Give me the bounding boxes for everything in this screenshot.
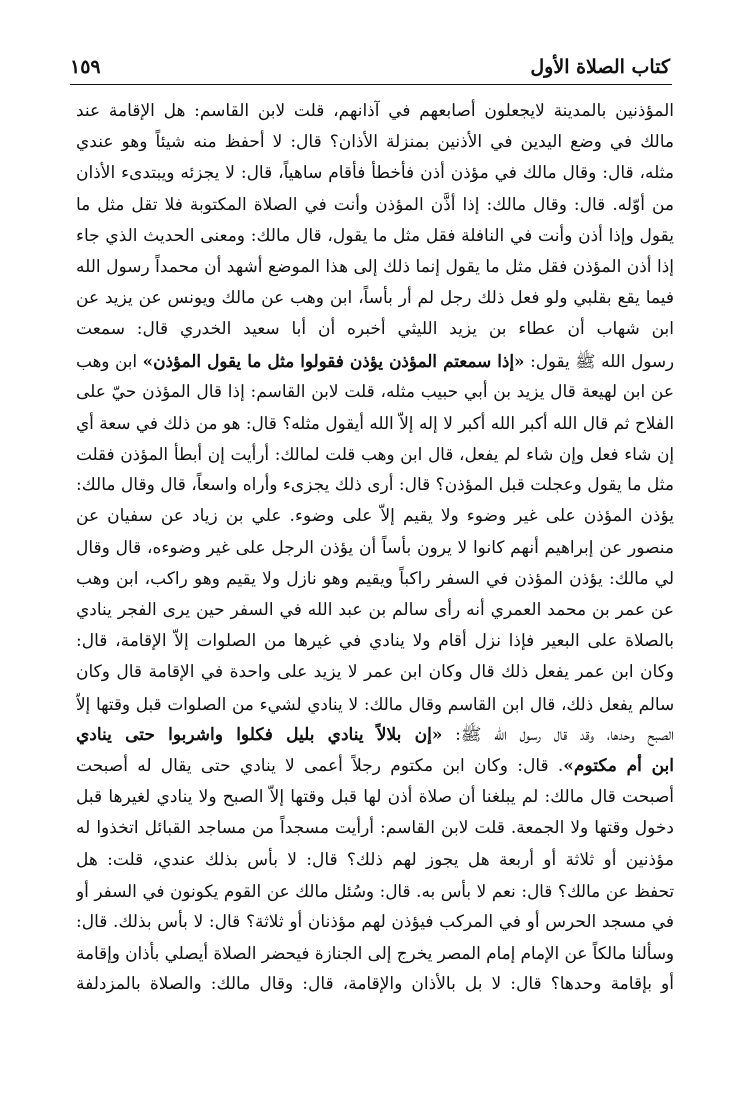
text-run: عن عمر بن محمد العمري أنه رأى سالم بن عبد الله في السفر حين يرى الفجر ينادي bbox=[76, 600, 674, 620]
text-run: الصبح وحدها، وقد قال رسول الله ﷺ: bbox=[442, 724, 674, 745]
text-line bbox=[76, 720, 674, 751]
text-line bbox=[76, 533, 674, 564]
text-line bbox=[76, 439, 674, 470]
text-line bbox=[76, 938, 674, 969]
text-run: دخول وقتها ولا الجمعة. قلت لابن القاسم: أرأيت مسجداً من مساجد القبائل اتخذوا له bbox=[76, 818, 674, 839]
text-line bbox=[76, 501, 674, 532]
text-line bbox=[76, 127, 674, 158]
text-run: من أوّله. قال: وقال مالك: إذا أذَّن المؤذن وأنت في الصلاة المكتوبة فلا تقل مثل ما bbox=[76, 194, 674, 215]
text-line bbox=[76, 314, 674, 345]
text-line bbox=[76, 657, 674, 688]
page-number: ١٥٩ bbox=[70, 56, 101, 78]
text-line bbox=[76, 377, 674, 408]
text-run: مثل ما يقول وعجلت قبل المؤذن؟ قال: أرى ذلك يجزىء وأراه واسعاً، قال وقال مالك: bbox=[76, 475, 674, 496]
text-line bbox=[76, 252, 674, 283]
text-line bbox=[76, 564, 674, 595]
text-line bbox=[76, 782, 674, 813]
text-line bbox=[76, 190, 674, 221]
hadith-quote: «إذا سمعتم المؤذن يؤذن فقولوا مثل ما يقول المؤذن» bbox=[142, 350, 525, 371]
text-line bbox=[76, 876, 674, 907]
text-run: ابن وهب bbox=[76, 350, 143, 371]
text-run: المؤذنين بالمدينة لايجعلون أصابعهم في آذانهم، قلت لابن القاسم: هل الإقامة عند bbox=[76, 101, 674, 121]
text-run: فيما يقع بقلبي ولو فعل ذلك رجل لم أر بأساً، ابن وهب عن مالك ويونس عن يزيد عن bbox=[76, 288, 674, 309]
text-line bbox=[76, 96, 674, 127]
text-run: منصور عن إبراهيم أنهم كانوا لا يرون بأساً أن يؤذن الرجل على غير وضوءه، قال وقال bbox=[76, 537, 674, 558]
text-line bbox=[76, 907, 674, 938]
text-run: . قال: وكان ابن مكتوم رجلاً أعمى لا ينادي حتى يقال له أصبحت bbox=[76, 755, 564, 776]
text-line bbox=[76, 408, 674, 439]
text-run: وكان ابن عمر يفعل ذلك قال وكان ابن عمر لا يزيد على واحدة في الإقامة قال وكان bbox=[76, 662, 674, 683]
text-run: تحفظ عن مالك؟ قال: نعم لا بأس به. قال: وسُئل مالك عن القوم يكونون في السفر أو bbox=[76, 880, 674, 901]
text-run: بالصلاة على البعير فإذا نزل أقام ولا ينادي في غيرها من الصلوات إلاّ الإقامة، قال: bbox=[76, 631, 674, 652]
hadith-quote: «إن بلالاً ينادي بليل فكلوا واشربوا حتى ينادي bbox=[76, 724, 443, 745]
text-run: في مسجد الحرس أو في المركب فيؤذن لهم مؤذنان أو ثلاثة؟ قال: لا بأس بذلك. قال: bbox=[76, 911, 674, 932]
text-run: لي مالك: يؤذن المؤذن في السفر راكباً ويقيم وهو نازل ولا يقيم وهو راكب، ابن وهب bbox=[76, 568, 674, 589]
page-body bbox=[76, 96, 674, 1000]
text-line bbox=[76, 969, 674, 1000]
text-run: إن شاء فعل وإن شاء لم يفعل، قال ابن وهب قلت لمالك: أرأيت إن أبطأ المؤذن فقلت bbox=[76, 444, 674, 465]
text-run: رسول الله ﷺ يقول: bbox=[524, 350, 674, 371]
text-run: أصبحت قال مالك: لم يبلغنا أن صلاة أذن لها قبل وقتها إلاّ الصبح ولا ينادي لغيرها قبل bbox=[76, 787, 674, 808]
text-line bbox=[76, 751, 674, 782]
text-line bbox=[76, 470, 674, 501]
text-run: أو بإقامة وحدها؟ قال: لا بل بالأذان والإقامة، قال: وقال مالك: والصلاة بالمزدلفة bbox=[76, 974, 674, 995]
text-run: ابن شهاب أن عطاء بن يزيد الليثي أخبره أن أبا سعيد الخدري قال: سمعت bbox=[76, 319, 674, 340]
running-header bbox=[70, 54, 670, 80]
text-line bbox=[76, 158, 674, 189]
text-line bbox=[76, 845, 674, 876]
text-run: يقول وإذا أذن وأنت في النافلة فقل مثل ما يقول، قال مالك: ومعنى الحديث الذي جاء bbox=[76, 225, 674, 246]
text-run: وسألنا مالكاً عن الإمام إمام المصر يخرج إلى الجنازة فيحضر الصلاة أيصلي بأذان وإقامة bbox=[76, 943, 674, 964]
book-title: كتاب الصلاة الأول bbox=[530, 56, 670, 78]
header-divider bbox=[70, 84, 672, 85]
text-line bbox=[76, 626, 674, 657]
text-line bbox=[76, 689, 674, 720]
text-run: سالم يفعل ذلك، قال ابن القاسم وقال مالك: لا ينادي لشيء من الصلوات قبل وقتها إلاّ bbox=[76, 693, 674, 714]
text-run: مثله، قال: وقال مالك في مؤذن أذن فأخطأ فأقام ساهياً، قال: لا يجزئه ويبتدىء الأذان bbox=[76, 163, 674, 184]
text-line bbox=[76, 595, 674, 626]
text-line bbox=[76, 283, 674, 314]
text-run: عن ابن لهيعة قال يزيد بن أبي حبيب مثله، قلت لابن القاسم: إذا قال المؤذن حيّ على bbox=[76, 381, 674, 402]
text-run: الفلاح ثم قال الله أكبر الله أكبر لا إله إلاّ الله أيقول مثله؟ قال: هو من ذلك في سعة أي bbox=[76, 412, 674, 433]
text-line bbox=[76, 346, 674, 377]
text-run: يؤذن المؤذن على غير وضوء ولا يقيم إلاّ على وضوء. علي بن زياد عن سفيان عن bbox=[76, 506, 674, 527]
text-run: إذا أذن المؤذن فقل مثل ما يقول إنما ذلك إلى هذا الموضع أشهد أن محمداً رسول الله bbox=[76, 256, 674, 277]
text-run: مالك في وضع اليدين في الأذنين بمنزلة الأذان؟ قال: لا أحفظ منه شيئاً وهو عندي bbox=[76, 132, 674, 153]
text-line bbox=[76, 221, 674, 252]
text-run: مؤذنين أو ثلاثة أو أربعة هل يجوز لهم ذلك؟ قال: لا بأس بذلك عندي، قلت: هل bbox=[76, 849, 674, 870]
text-line bbox=[76, 813, 674, 844]
hadith-quote: ابن أم مكتوم» bbox=[563, 755, 674, 776]
